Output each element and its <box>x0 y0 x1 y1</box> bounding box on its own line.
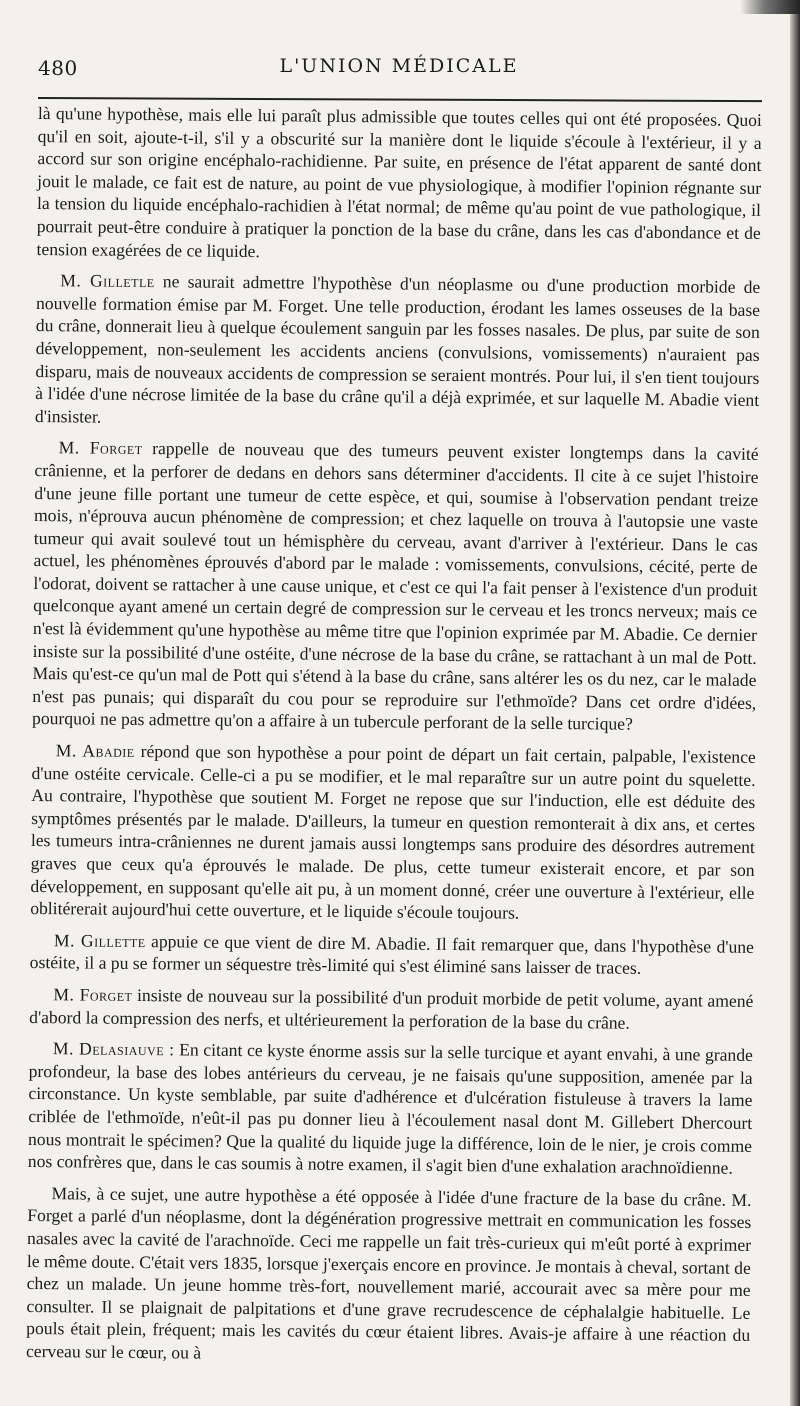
speaker-name: M. Abadie <box>55 740 135 761</box>
speaker-name: M. Gilletle <box>60 270 155 292</box>
paragraph <box>36 102 761 267</box>
paragraph <box>28 1037 753 1180</box>
paragraph-text: rappelle de nouveau que des tumeurs peuvent exister longtemps dans la cavité crânienne, et la perforer de dedans en dehors sans déterminer d'accidents. Il cite à ce sujet l'histoire d'une jeune fille portant une tumeur de cette espèce, et qui, soumise à l'observation pendant treize mois, n'éprouva aucun phénomène de compression; et chez laquelle on trouva à l'autopsie une vaste tumeur qui avait soulevé tout un hémisphère du cerveau, avant d'arriver à l'extérieur. Dans le cas actuel, les phénomènes éprouvés d'abord par le malade : vomissements, convulsions, cécité, perte de l'odorat, doivent se rattacher à une cause unique, et c'est ce qui l'a fait penser à l'existence d'un produit quelconque ayant amené un certain degré de compression sur le cerveau et les troncs nerveux; mais ce n'est là évidemment qu'une hypothèse au même titre que l'opinion exprimée par M. Abadie. Ce dernier insiste sur la possibilité d'une ostéite, d'une nécrose de la base du crâne, se rattachant à un mal de Pott. Mais qu'est-ce qu'un mal de Pott qui s'étend à la base du crâne, sans altérer les os du nez, car le malade n'est pas punais; qui disparaît du cou pour se reproduire sur l'ethmoïde? Dans cet ordre d'idées, pourquoi ne pas admettre qu'on a affaire à un tubercule perforant de la selle turcique? <box>31 438 759 735</box>
paragraph <box>29 983 753 1035</box>
paragraph-text: appuie ce que vient de dire M. Abadie. Il fait remarquer que, dans l'hypothèse d'une ostéite, il a pu se former un séquestre très-limité qui s'est éliminé sans laisser de traces. <box>29 930 755 979</box>
paragraph <box>30 739 756 927</box>
page-edge-shadow <box>790 0 800 1406</box>
article-body <box>26 102 762 1378</box>
paragraph-text: insiste de nouveau sur la possibilité d'un produit morbide de petit volume, ayant amené d'abord la compression des nerfs, et ultérieurement la perforation de la base du crâne. <box>29 984 754 1033</box>
speaker-name: M. Forget <box>58 437 143 459</box>
paragraph-text: Mais, à ce sujet, une autre hypothèse a été opposée à l'idée d'une fracture de la base du crâne. M. Forget a parlé d'un néoplasme, dont la dégénération progressive mettrait en communication les fosses nasales avec la cavité de l'arachnoïde. Ceci me rappelle un fait très-curieux qui m'eût porté à exprimer le même doute. C'était vers 1835, lorsque j'exerçais encore en province. Je montais à cheval, sortant de chez un malade. Un jeune homme très-fort, nouvellement marié, accourait avec sa mère pour me consulter. Il se plaignait de palpitations et d'une grave recrudescence de céphalalgie habituelle. Le pouls était plein, fréquent; mais les cavités du cœur étaient libres. Avais-je affaire à une réaction du cerveau sur le cœur, ou à <box>25 1182 752 1363</box>
paragraph-text: là qu'une hypothèse, mais elle lui paraît plus admissible que toutes celles qui ont été proposées. Quoi qu'il en soit, ajoute-t-il, s'il y a obscurité sur la manière dont le liquide s'écoule à l'extérieur, il y a accord sur son origine encéphalo-rachidienne. Par suite, en présence de l'état apparent de santé dont jouit le malade, ce fait est de nature, au point de vue physiologique, à modifier l'opinion régnante sur la tension du liquide encéphalo-rachidien à l'état normal; de même qu'au point de vue pathologique, il pourrait peut-être conduire à pratiquer la ponction de la base du crâne, dans les cas d'abondance et de tension exagérées de ce liquide. <box>36 102 762 261</box>
paragraph-text: ne saurait admettre l'hypothèse d'un néoplasme ou d'une production morbide de nouvelle formation émise par M. Forget. Une telle production, érodant les lames osseuses de la base du crâne, donnerait lieu à quelque écoulement sanguin par les fosses nasales. De plus, par suite de son développement, non-seulement les accidents anciens (convulsions, vomissements) n'auraient pas disparu, mais de nouveaux accidents de compression se seraient montrés. Pour lui, il s'en tient toujours à l'idée d'une nécrose limitée de la base du crâne qu'il a déjà exprimée, et sur laquelle M. Abadie vient d'insister. <box>34 271 761 427</box>
paragraph <box>26 1182 752 1370</box>
paragraph-text: répond que son hypothèse a pour point de départ un fait certain, palpable, l'existence d'une ostéite cervicale. Celle-ci a pu se modifier, et le mal reparaître sur un autre point du squelette. Au contraire, l'hypothèse que soutient M. Forget ne repose que sur l'induction, elle est déduite des symptômes présentés par le malade. D'ailleurs, la tumeur en question remonterait à dix ans, et certes les tumeurs intra-crâniennes ne durent jamais aussi longtemps sans produire des désordres autrement graves que ceux qu'a éprouvés le malade. De plus, cette tumeur existerait encore, et par son développement, en supposant qu'elle ait pu, à un moment donné, créer une ouverture à l'extérieur, elle oblitérerait aujourd'hui cette ouverture, et le liquide s'écoule toujours. <box>30 740 756 923</box>
speaker-name: M. Forget <box>53 984 133 1005</box>
header-rule <box>38 97 762 102</box>
page-corner-shadow <box>740 0 800 14</box>
paragraph-text: En citant ce kyste énorme assis sur la selle turcique et ayant envahi, à une grande profondeur, la base des lobes antérieurs du cerveau, je ne faisais qu'une supposition, amenée par la circonstance. Un kyste semblable, par suite d'adhérence et d'ulcération fistuleuse à travers la lame criblée de l'ethmoïde, n'eût-il pas pu donner lieu à l'écoulement nasal dont M. Gillebert Dhercourt nous montrait le spécimen? Que la qualité du liquide juge la différence, loin de le nier, je crois comme nos confrères que, dans le cas soumis à notre examen, il s'agit bien d'une exhalation arachnoïdienne. <box>27 1039 753 1178</box>
page-number: 480 <box>38 56 78 80</box>
journal-title: L'UNION MÉDICALE <box>279 55 519 77</box>
running-header <box>38 52 760 86</box>
speaker-name: M. Gillette <box>53 929 146 951</box>
paragraph <box>35 269 760 434</box>
paragraph <box>32 436 759 737</box>
speaker-name: M. Delasiauve : <box>52 1038 175 1060</box>
paragraph <box>30 929 754 981</box>
